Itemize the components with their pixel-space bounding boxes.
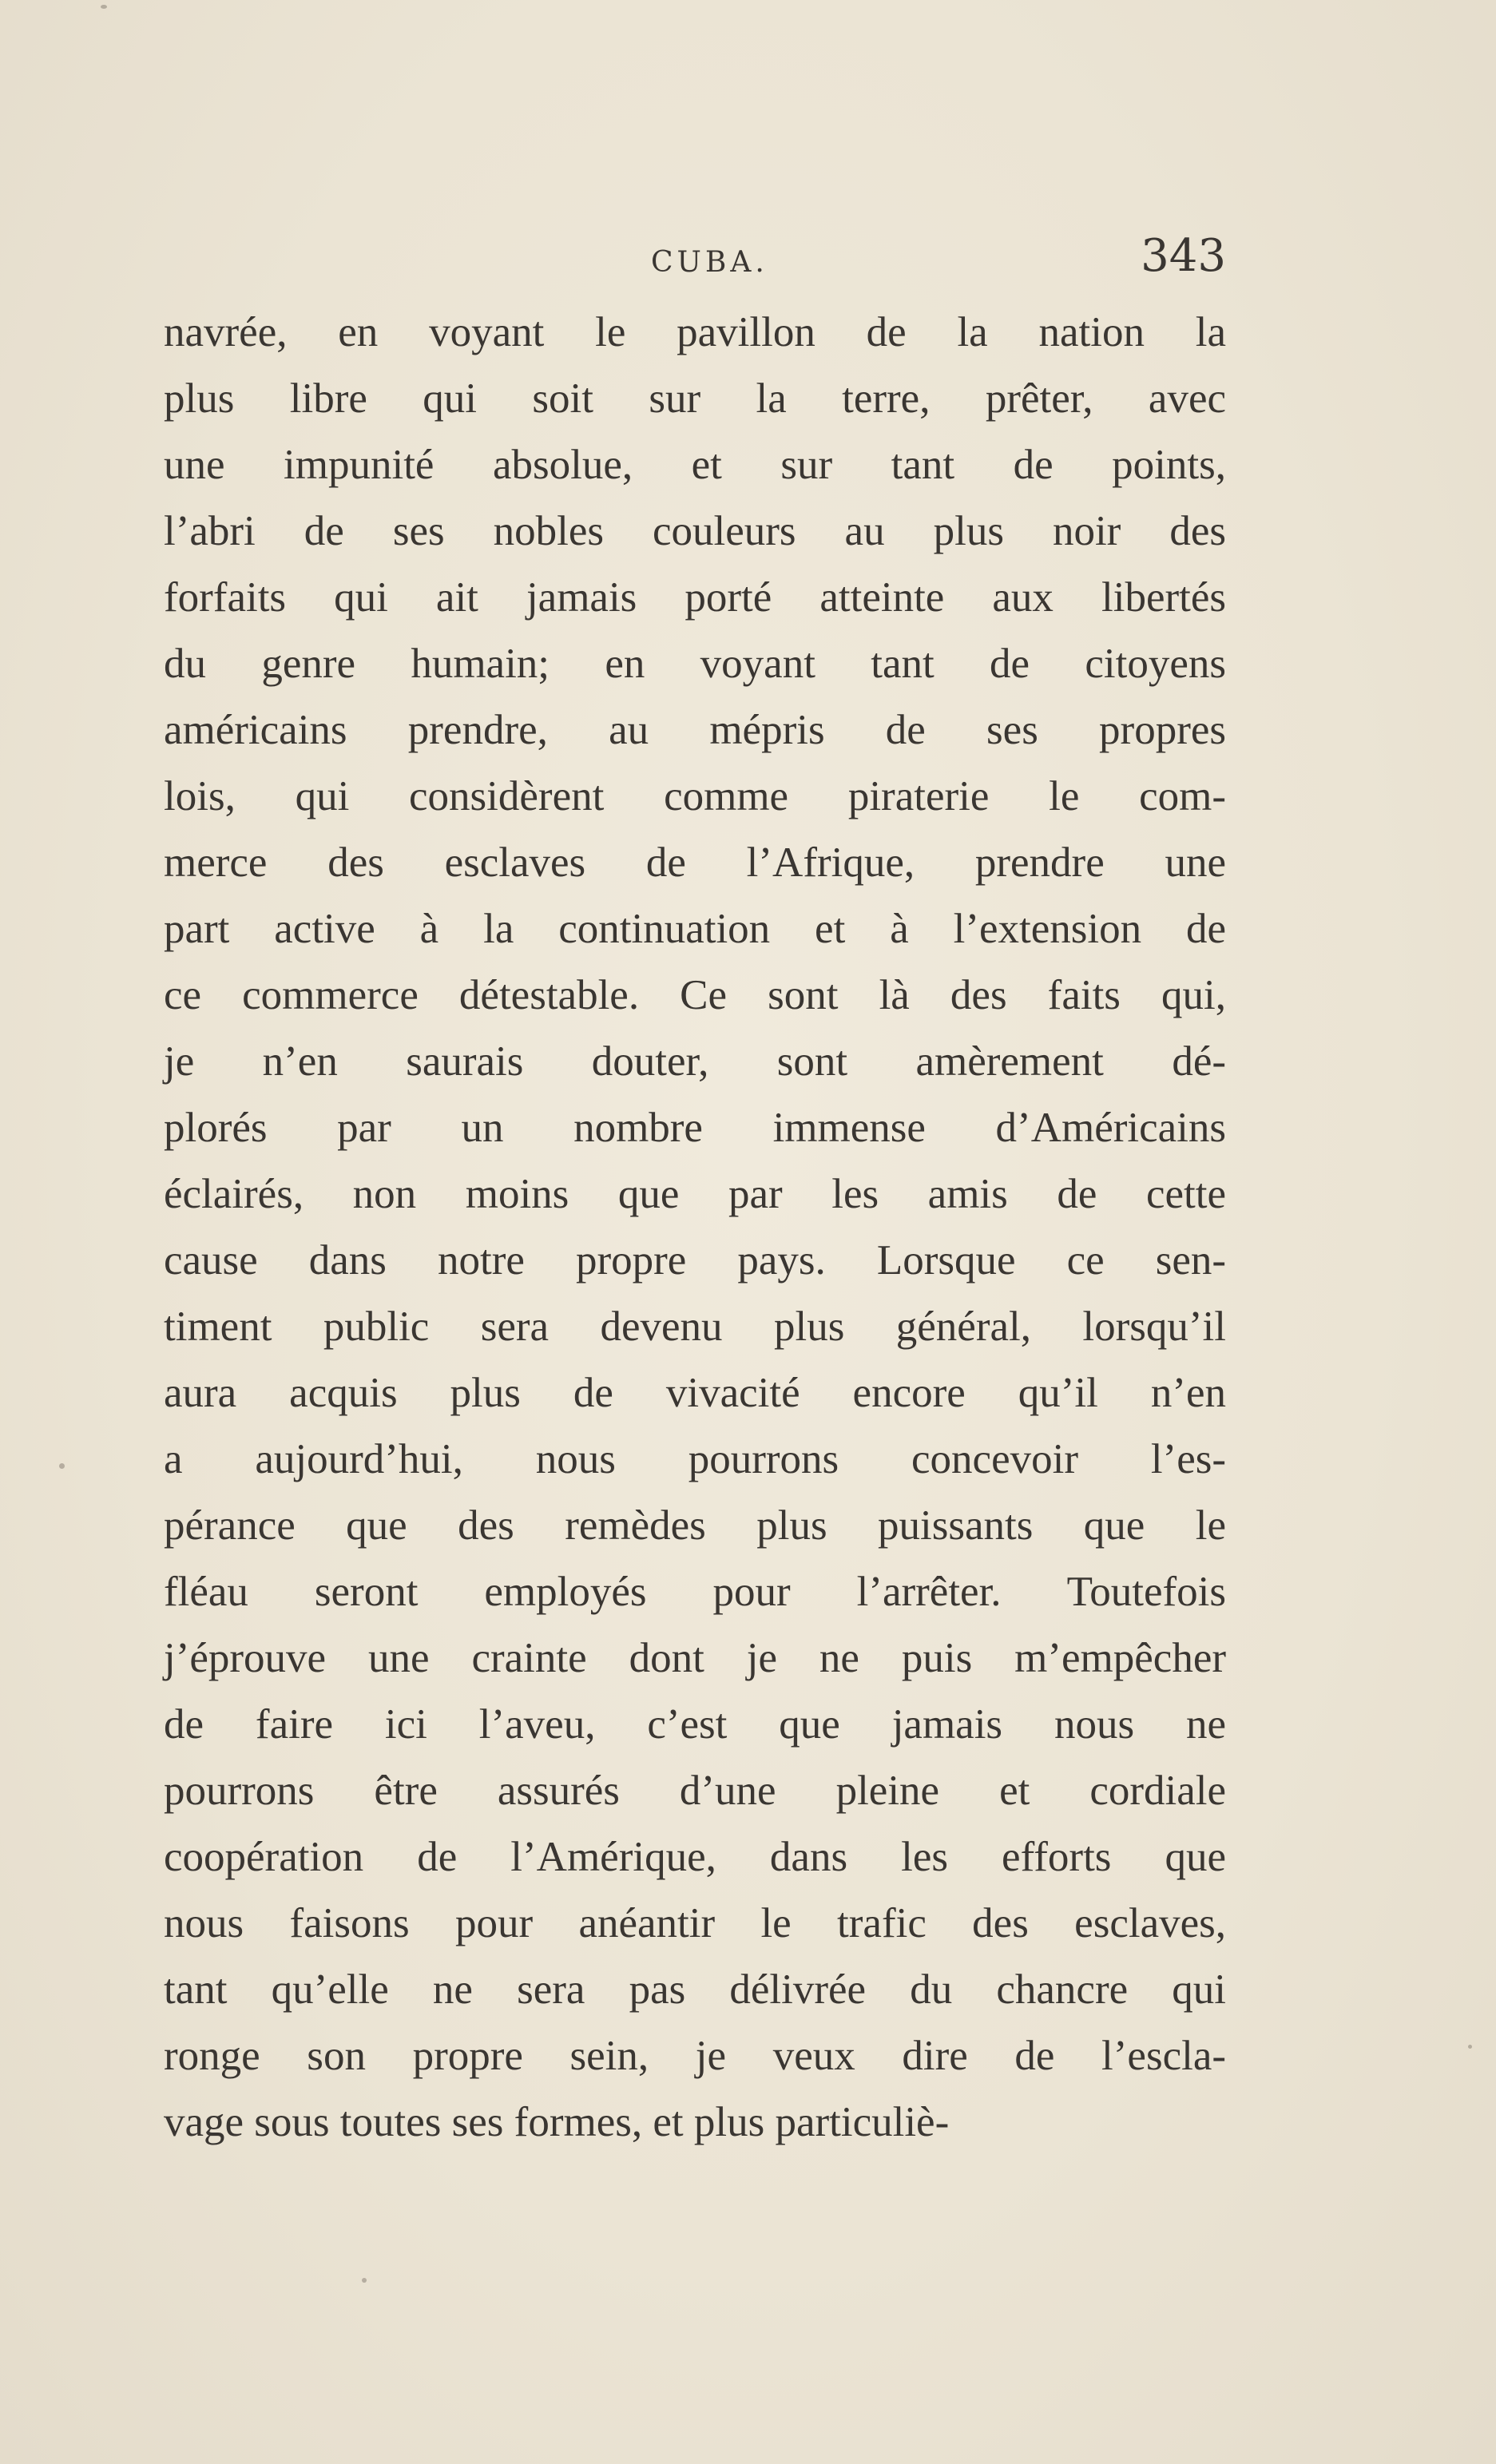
text-line: pourrons être assurés d’une pleine et cordiale: [164, 1768, 1226, 1814]
text-line: cause dans notre propre pays. Lorsque ce sen-: [164, 1237, 1226, 1284]
text-line: part active à la continuation et à l’extension de: [164, 906, 1226, 952]
text-line: timent public sera devenu plus général, lorsqu’il: [164, 1303, 1226, 1350]
text-line: j’éprouve une crainte dont je ne puis m’empêcher: [164, 1635, 1226, 1681]
text-line: de faire ici l’aveu, c’est que jamais nous ne: [164, 1701, 1226, 1748]
text-line: nous faisons pour anéantir le trafic des esclaves,: [164, 1900, 1226, 1946]
body-text: [164, 300, 1226, 2156]
text-line: plus libre qui soit sur la terre, prêter, avec: [164, 375, 1226, 422]
running-head-title: CUBA.: [651, 246, 768, 279]
text-line: je n’en saurais douter, sont amèrement dé-: [164, 1038, 1226, 1085]
paper-speck: [362, 2278, 367, 2283]
text-line: américains prendre, au mépris de ses propres: [164, 707, 1226, 753]
text-line: tant qu’elle ne sera pas délivrée du chancre qui: [164, 1966, 1226, 2013]
text-line: navrée, en voyant le pavillon de la nation la: [164, 309, 1226, 355]
text-line: merce des esclaves de l’Afrique, prendre une: [164, 839, 1226, 886]
text-line: fléau seront employés pour l’arrêter. Toutefois: [164, 1569, 1226, 1615]
text-line: a aujourd’hui, nous pourrons concevoir l’es-: [164, 1436, 1226, 1482]
text-line: pérance que des remèdes plus puissants que le: [164, 1502, 1226, 1549]
paper-speck: [101, 5, 107, 9]
text-line: coopération de l’Amérique, dans les efforts que: [164, 1834, 1226, 1880]
text-line: lois, qui considèrent comme piraterie le com-: [164, 773, 1226, 819]
text-line: plorés par un nombre immense d’Américains: [164, 1105, 1226, 1151]
text-line: aura acquis plus de vivacité encore qu’il n’en: [164, 1370, 1226, 1416]
text-line: l’abri de ses nobles couleurs au plus noir des: [164, 508, 1226, 554]
text-line: une impunité absolue, et sur tant de points,: [164, 442, 1226, 488]
text-line: éclairés, non moins que par les amis de cette: [164, 1171, 1226, 1217]
paper-speck: [1468, 2045, 1472, 2049]
text-line: vage sous toutes ses formes, et plus particuliè-: [164, 2099, 950, 2145]
text-line: ce commerce détestable. Ce sont là des faits qui,: [164, 972, 1226, 1018]
text-line: forfaits qui ait jamais porté atteinte aux libertés: [164, 574, 1226, 621]
paper-speck: [59, 1463, 65, 1469]
running-head: [164, 230, 1226, 294]
text-line: ronge son propre sein, je veux dire de l’escla-: [164, 2033, 1226, 2079]
page-number: 343: [1141, 230, 1226, 282]
text-line: du genre humain; en voyant tant de citoyens: [164, 641, 1226, 687]
